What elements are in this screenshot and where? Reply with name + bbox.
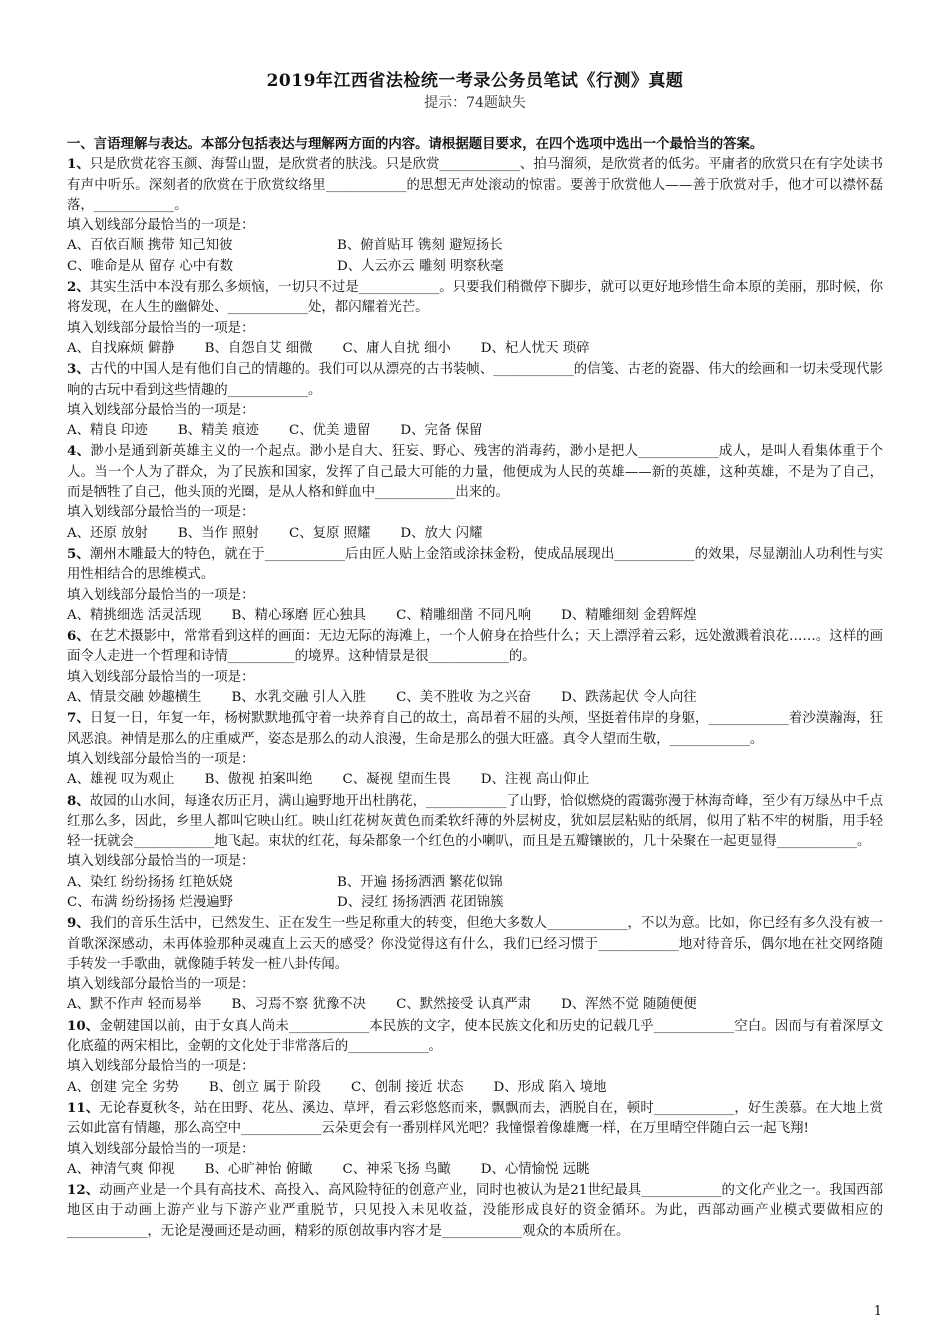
question-block <box>67 154 883 277</box>
question-text <box>67 544 883 586</box>
question-block <box>67 277 883 359</box>
answer-option[interactable]: A、创建 完全 劣势 <box>67 1079 179 1095</box>
answer-option[interactable]: C、复原 照耀 <box>288 525 371 541</box>
options-row <box>67 236 883 256</box>
question-number: 4、 <box>67 443 91 460</box>
answer-option[interactable]: D、注视 高山仰止 <box>480 772 590 788</box>
options-row <box>67 606 883 626</box>
question-number: 2、 <box>67 279 90 296</box>
options-row <box>67 524 883 544</box>
question-body: 其实生活中本没有那么多烦恼，一切只不过是____________。只要我们稍微停下脚步，就可以更好地珍惜生命本原的美丽，那时候，你将发现，在人生的幽僻处、____________处，都闪耀着光芒。 <box>67 280 883 316</box>
question-text <box>67 913 883 975</box>
question-block <box>67 359 883 441</box>
question-number: 11、 <box>67 1099 100 1116</box>
question-block <box>67 1016 883 1098</box>
options-row <box>67 1078 883 1098</box>
question-block <box>67 791 883 914</box>
question-block <box>67 913 883 1015</box>
question-body: 在艺术摄影中，常常看到这样的画面：无边无际的海滩上，一个人俯身在拾些什么；天上漂浮着云彩，远处激溅着浪花……。这样的画面令人走进一个哲理和诗情__________的境界。这种情景是很____________的。 <box>67 629 883 665</box>
question-text <box>67 277 883 319</box>
question-body: 渺小是通到新英雄主义的一个起点。渺小是自大、狂妄、野心、残害的消毒药，渺小是把人____________成人，是叫人看集体重于个人。当一个人为了群众，为了民族和国家，发挥了自己最大可能的力量，他便成为人民的英雄——新的英雄，这种英雄，不是为了自己，而是牺牲了自己，他头顶的光圈，是从人格和鲜血中____________出来的。 <box>67 444 883 501</box>
answer-option[interactable]: C、美不胜收 为之兴奋 <box>396 690 532 706</box>
options-row <box>67 257 883 277</box>
answer-option[interactable]: D、心情愉悦 远眺 <box>480 1161 590 1177</box>
question-number: 9、 <box>67 915 90 932</box>
options-row <box>67 770 883 790</box>
question-prompt: 填入划线部分最恰当的一项是： <box>67 1059 255 1075</box>
answer-option[interactable]: C、神采飞扬 鸟瞰 <box>342 1161 451 1177</box>
question-prompt: 填入划线部分最恰当的一项是： <box>67 669 255 685</box>
options-row <box>67 421 883 441</box>
question-prompt: 填入划线部分最恰当的一项是： <box>67 751 255 767</box>
question-text <box>67 441 883 503</box>
question-prompt: 填入划线部分最恰当的一项是： <box>67 977 255 993</box>
answer-option[interactable]: B、傲视 拍案叫绝 <box>204 772 313 788</box>
answer-option[interactable]: B、俯首贴耳 镌刻 避短扬长 <box>337 238 503 254</box>
question-list <box>67 154 883 1242</box>
answer-option[interactable]: A、神清气爽 仰视 <box>67 1161 175 1177</box>
answer-option[interactable]: D、精雕细刻 金碧辉煌 <box>561 607 697 623</box>
question-body: 故园的山水间，每逢农历正月，满山遍野地开出杜鹃花，____________了山野，恰似燃烧的霞霭弥漫于林海奇峰，至少有万绿丛中千点红那么多，因此，乡里人都叫它映山红。映山红花树灰黄色而柔软纤薄的外层树皮，犹如层层粘贴的纸屑，似用了粘不牢的树脂，用手轻轻一抚就会____________地飞起。束状的红花，每朵都象一个红色的小喇叭，而且是五瓣镶嵌的，几十朵聚在一起更显得____________。 <box>67 793 883 850</box>
answer-option[interactable]: B、创立 属于 阶段 <box>208 1079 322 1095</box>
question-body: 金朝建国以前，由于女真人尚未____________本民族的文字，使本民族文化和历史的记载几乎____________空白。因而与有着深厚文化底蕴的两宋相比，金朝的文化处于非常落后的____________。 <box>67 1018 883 1055</box>
answer-option[interactable]: C、精雕细凿 不同凡响 <box>396 607 532 623</box>
question-text <box>67 1016 883 1058</box>
question-number: 1、 <box>67 156 90 173</box>
answer-option[interactable]: B、水乳交融 引人入胜 <box>231 690 367 706</box>
question-block <box>67 441 883 543</box>
question-block <box>67 1180 883 1242</box>
answer-option[interactable]: D、完备 保留 <box>400 423 483 439</box>
question-prompt: 填入划线部分最恰当的一项是： <box>67 505 255 521</box>
answer-option[interactable]: B、开遍 扬扬洒洒 繁花似锦 <box>337 874 503 890</box>
question-prompt: 填入划线部分最恰当的一项是： <box>67 218 255 234</box>
document-body <box>67 134 883 1242</box>
answer-option[interactable]: B、自怨自艾 细微 <box>204 340 313 356</box>
question-number: 6、 <box>67 628 90 645</box>
options-row <box>67 995 883 1015</box>
question-number: 7、 <box>67 710 90 727</box>
answer-option[interactable]: B、心旷神怡 俯瞰 <box>204 1161 313 1177</box>
answer-option[interactable]: D、杞人忧天 琐碎 <box>480 340 590 356</box>
question-body: 动画产业是一个具有高技术、高投入、高风险特征的创意产业，同时也被认为是21世纪最具____________的文化产业之一。我国西部地区由于动画上游产业与下游产业严重脱节，只见投入未见收益，没能形成良好的资金循环。为此，西部动画产业模式要做相应的____________，无论是漫画还是动画，精彩的原创故事内容才是____________观众的本质所在。 <box>67 1183 883 1239</box>
options-row <box>67 1160 883 1180</box>
answer-option[interactable]: A、染红 纷纷扬扬 红艳妖娆 <box>67 874 233 890</box>
answer-option[interactable]: B、当作 照射 <box>177 525 259 541</box>
answer-option[interactable]: A、百依百顺 携带 知己知彼 <box>67 238 233 254</box>
answer-option[interactable]: D、放大 闪耀 <box>400 525 483 541</box>
question-prompt: 填入划线部分最恰当的一项是： <box>67 1141 255 1157</box>
answer-option[interactable]: C、唯命是从 留存 心中有数 <box>67 258 234 274</box>
answer-option[interactable]: D、跌荡起伏 令人向往 <box>561 690 697 706</box>
answer-option[interactable]: A、雄视 叹为观止 <box>67 772 175 788</box>
answer-option[interactable]: A、还原 放射 <box>67 525 148 541</box>
question-prompt: 填入划线部分最恰当的一项是： <box>67 320 255 336</box>
question-prompt: 填入划线部分最恰当的一项是： <box>67 402 255 418</box>
page-subtitle: 提示：74题缺失 <box>424 95 526 111</box>
answer-option[interactable]: D、浸红 扬扬洒洒 花团锦簇 <box>337 894 504 910</box>
answer-option[interactable]: C、庸人自扰 细小 <box>342 340 451 356</box>
page-title: 2019年江西省法检统一考录公务员笔试《行测》真题 <box>266 71 684 91</box>
question-text <box>67 791 883 853</box>
question-body: 古代的中国人是有他们自己的情趣的。我们可以从漂亮的古书装帧、____________的信笺、古老的瓷器、伟大的绘画和一切未受现代影响的古玩中看到这些情趣的____________。 <box>67 362 883 398</box>
question-body: 无论春夏秋冬，站在田野、花丛、溪边、草坪，看云彩悠悠而来，飘飘而去，洒脱自在，顿时____________，好生羡慕。在大地上赏云如此富有情趣，那么高空中____________云朵更会有一番别样风光吧？我憧憬着像雄鹰一样，在万里晴空伴随白云一起飞翔! <box>67 1100 883 1137</box>
section-heading: 一、言语理解与表达。本部分包括表达与理解两方面的内容。请根据题目要求，在四个选项中选出一个最恰当的答案。 <box>67 136 764 152</box>
question-number: 3、 <box>67 361 90 378</box>
question-text <box>67 626 883 668</box>
answer-option[interactable]: B、精美 痕迹 <box>177 423 259 439</box>
question-body: 只是欣赏花容玉颜、海誓山盟，是欣赏者的肤浅。只是欣赏____________、拍马溜须，是欣赏者的低劣。平庸者的欣赏只在有字处读书有声中听乐。深刻者的欣赏在于欣赏纹络里____________的思想无声处滚动的惊雷。要善于欣赏他人——善于欣赏对手，他才可以襟怀磊落，____________。 <box>67 157 883 213</box>
answer-option[interactable]: A、精挑细选 活灵活现 <box>67 607 202 623</box>
page-number: 1 <box>873 1304 882 1319</box>
question-number: 12、 <box>67 1182 100 1199</box>
question-block <box>67 708 883 790</box>
question-block <box>67 1098 883 1180</box>
answer-option[interactable]: A、自找麻烦 僻静 <box>67 340 175 356</box>
question-text <box>67 708 883 750</box>
question-number: 10、 <box>67 1017 100 1034</box>
options-row <box>67 893 883 913</box>
answer-option[interactable]: B、精心琢磨 匠心独具 <box>231 607 367 623</box>
question-body: 日复一日，年复一年，杨树默默地孤守着一块养育自己的故土，高昂着不屈的头颅，坚挺着伟岸的身躯，____________着沙漠瀚海，狂风恶浪。神情是那么的庄重威严，姿态是那么的动人浪漫，生命是那么的强大旺盛。真令人望而生敬，____________。 <box>67 711 883 747</box>
question-prompt: 填入划线部分最恰当的一项是： <box>67 854 255 870</box>
options-row <box>67 339 883 359</box>
question-prompt: 填入划线部分最恰当的一项是： <box>67 587 255 603</box>
question-number: 8、 <box>67 792 90 809</box>
question-block <box>67 626 883 708</box>
question-text <box>67 1180 883 1242</box>
question-text <box>67 359 883 401</box>
answer-option[interactable]: C、布满 纷纷扬扬 烂漫遍野 <box>67 894 234 910</box>
question-body: 潮州木雕最大的特色，就在于____________后由匠人贴上金箔或涂抹金粉，使成品展现出____________的效果，尽显潮汕人功利性与实用性相结合的思维模式。 <box>67 546 883 583</box>
answer-option[interactable]: A、精良 印迹 <box>67 423 148 439</box>
answer-option[interactable]: A、情景交融 妙趣横生 <box>67 690 202 706</box>
options-row <box>67 873 883 893</box>
answer-option[interactable]: D、形成 陷入 境地 <box>493 1079 607 1095</box>
answer-option[interactable]: A、默不作声 轻而易举 <box>67 997 202 1013</box>
question-body: 我们的音乐生活中，已然发生、正在发生一些足称重大的转变，但绝大多数人____________，不以为意。比如，你已经有多久没有被一首歌深深感动，未再体验那种灵魂直上云天的感受？你没觉得这有什么，我们已经习惯于____________地对待音乐，偶尔地在社交网络随手转发一手歌曲，就像随手转发一桩八卦传闻。 <box>67 916 883 972</box>
question-text <box>67 154 883 216</box>
question-text <box>67 1098 883 1140</box>
answer-option[interactable]: C、默然接受 认真严肃 <box>396 997 532 1013</box>
answer-option[interactable]: C、创制 接近 状态 <box>351 1079 464 1095</box>
answer-option[interactable]: B、习焉不察 犹豫不决 <box>231 997 367 1013</box>
question-number: 5、 <box>67 545 90 562</box>
options-row <box>67 688 883 708</box>
answer-option[interactable]: D、浑然不觉 随随便便 <box>561 997 697 1013</box>
answer-option[interactable]: D、人云亦云 雕刻 明察秋毫 <box>337 258 504 274</box>
question-block <box>67 544 883 626</box>
answer-option[interactable]: C、优美 遗留 <box>288 423 371 439</box>
answer-option[interactable]: C、凝视 望而生畏 <box>342 772 451 788</box>
